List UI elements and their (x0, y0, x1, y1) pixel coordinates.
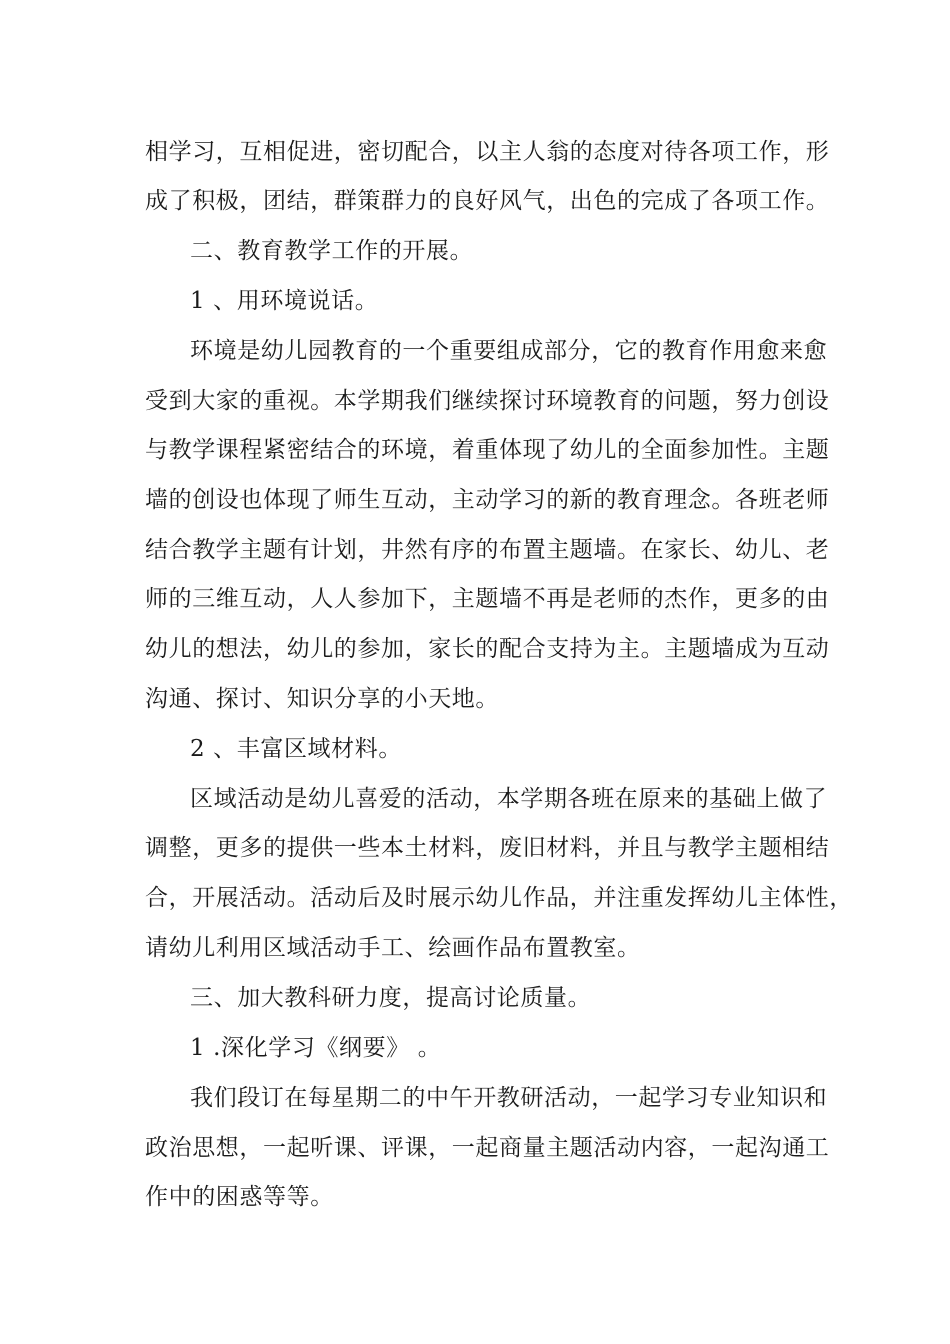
paragraph-line: 政治思想，一起听课、评课，一起商量主题活动内容，一起沟通工 (145, 1135, 830, 1161)
paragraph-line: 调整，更多的提供一些本土材料，废旧材料，并且与教学主题相结 (145, 835, 830, 861)
paragraph-line: 受到大家的重视。本学期我们继续探讨环境教育的问题，努力创设 (145, 388, 830, 414)
paragraph-line: 区域活动是幼儿喜爱的活动，本学期各班在原来的基础上做了 (190, 786, 828, 812)
subsection-heading: 1 .深化学习《纲要》 。 (190, 1035, 442, 1061)
paragraph-line: 相学习，互相促进，密切配合，以主人翁的态度对待各项工作，形 (145, 139, 830, 165)
paragraph-line: 合，开展活动。活动后及时展示幼儿作品，并注重发挥幼儿主体性， (145, 885, 853, 911)
paragraph-line: 成了积极，团结，群策群力的良好风气，出色的完成了各项工作。 (145, 188, 830, 214)
paragraph-line: 请幼儿利用区域活动手工、绘画作品布置教室。 (145, 935, 641, 961)
paragraph-line: 沟通、探讨、知识分享的小天地。 (145, 686, 499, 712)
paragraph-line: 墙的创设也体现了师生互动，主动学习的新的教育理念。各班老师 (145, 487, 830, 513)
paragraph-line: 与教学课程紧密结合的环境，着重体现了幼儿的全面参加性。主题 (145, 437, 830, 463)
paragraph-line: 作中的困惑等等。 (145, 1184, 334, 1210)
paragraph-line: 幼儿的想法，幼儿的参加，家长的配合支持为主。主题墙成为互动 (145, 636, 830, 662)
paragraph-line: 师的三维互动，人人参加下，主题墙不再是老师的杰作，更多的由 (145, 586, 830, 612)
section-heading: 三、加大教科研力度，提高讨论质量。 (190, 985, 592, 1011)
paragraph-line: 环境是幼儿园教育的一个重要组成部分，它的教育作用愈来愈 (190, 338, 828, 364)
paragraph-line: 结合教学主题有计划，井然有序的布置主题墙。在家长、幼儿、老 (145, 537, 830, 563)
paragraph-line: 我们段订在每星期二的中午开教研活动，一起学习专业知识和 (190, 1085, 828, 1111)
subsection-heading: 2 、丰富区域材料。 (190, 736, 402, 762)
subsection-heading: 1 、用环境说话。 (190, 288, 379, 314)
section-heading: 二、教育教学工作的开展。 (190, 238, 474, 264)
